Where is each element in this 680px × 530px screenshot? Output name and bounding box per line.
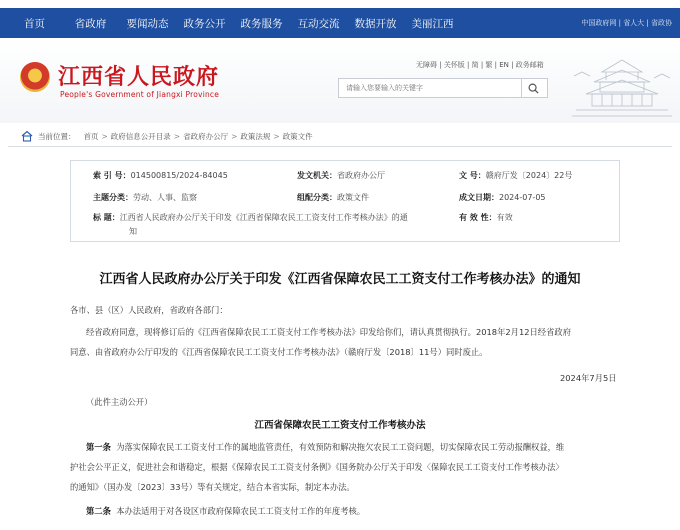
meta-doc-number: 文 号：赣府厅发〔2024〕22号 [459, 171, 573, 180]
breadcrumb-home[interactable]: 首页 [83, 131, 99, 141]
meta-index: 索 引 号：014500815/2024-84045 [93, 171, 228, 180]
salutation: 各市、县（区）人民政府，省政府各部门： [70, 305, 228, 315]
nav-item-interaction[interactable]: 互动交流 [297, 17, 340, 30]
search-box [338, 78, 548, 98]
link-gov-mail[interactable]: 政务邮箱 [515, 61, 544, 69]
link-china-gov[interactable]: 中国政府网 [581, 19, 617, 27]
link-accessibility[interactable]: 无障碍 [416, 61, 437, 69]
link-traditional[interactable]: 繁 [485, 61, 493, 69]
article-1-line-1: 第一条 为落实保障农民工工资支付工作的属地监管责任，有效预防和解决拖欠农民工工资问题，切实保障农民工劳动报酬权益，维 [86, 442, 565, 452]
top-nav-bar [0, 8, 680, 38]
breadcrumb-info-catalog[interactable]: 政府信息公开目录 [110, 131, 171, 141]
home-icon [20, 130, 34, 142]
tengwang-pavilion-illustration [572, 54, 672, 122]
breadcrumb-general-office[interactable]: 省政府办公厅 [183, 131, 229, 141]
divider [8, 146, 672, 147]
search-button[interactable] [521, 79, 545, 97]
meta-date: 成文日期：2024-07-05 [459, 193, 546, 202]
nav-item-gov-affairs-open[interactable]: 政务公开 [183, 17, 226, 30]
meta-category: 主题分类：劳动、人事、监察 [93, 193, 197, 202]
article-2-label: 第二条 [86, 506, 111, 516]
paragraph-1-line-1: 经省政府同意，现将修订后的《江西省保障农民工工资支付工作考核办法》印发给你们，请认真贯彻执行。2018年2月12日经省政府 [86, 327, 571, 337]
breadcrumb-policy-documents[interactable]: 政策文件 [282, 131, 313, 141]
article-1-line-2: 护社会公平正义，促进社会和谐稳定，根据《保障农民工工资支付条例》《国务院办公厅关于印发〈保障农民工工资支付工作考核办法〉 [70, 462, 564, 472]
search-input[interactable] [339, 80, 521, 96]
breadcrumb-separator: > [173, 131, 181, 141]
breadcrumb-separator: > [231, 131, 238, 141]
meta-issuer: 发文机关：省政府办公厅 [297, 171, 385, 180]
meta-title: 标 题：江西省人民政府办公厅关于印发《江西省保障农民工工资支付工作考核办法》的通 [93, 213, 408, 222]
site-subtitle: People's Government of Jiangxi Province [60, 90, 220, 99]
link-provincial-congress[interactable]: 省人大 [623, 19, 645, 27]
link-care-mode[interactable]: 关怀版 [443, 61, 465, 69]
paragraph-1-line-2: 同意、由省政府办公厅印发的《江西省保障农民工工资支付工作考核办法》（赣府厅发〔2018〕11号）同时废止。 [70, 347, 488, 357]
nav-item-beautiful-jiangxi[interactable]: 美丽江西 [411, 17, 454, 30]
public-note: （此件主动公开） [86, 397, 153, 407]
breadcrumb [8, 129, 672, 143]
article-2: 第二条 本办法适用于对各设区市政府保障农民工工资支付工作的年度考核。 [86, 506, 366, 516]
site-title[interactable]: 江西省人民政府 [58, 64, 220, 90]
nav-item-home[interactable]: 首页 [24, 17, 45, 30]
national-emblem-icon [20, 62, 50, 92]
article-1-line-3: 的通知》（国办发〔2023〕33号）等有关规定，结合本省实际，制定本办法。 [70, 482, 355, 492]
link-provincial-cppcc[interactable]: 省政协 [651, 19, 672, 27]
nav-item-news[interactable]: 要闻动态 [126, 17, 169, 30]
attachment-title: 江西省保障农民工工资支付工作考核办法 [254, 420, 426, 431]
meta-genre: 组配分类：政策文件 [297, 193, 369, 202]
nav-item-open-data[interactable]: 数据开放 [354, 17, 397, 30]
nav-item-gov-services[interactable]: 政务服务 [240, 17, 283, 30]
link-english[interactable]: EN [499, 61, 509, 69]
link-simplified[interactable]: 简 [471, 61, 479, 69]
issue-date: 2024年7月5日 [560, 373, 617, 383]
nav-item-provincial-gov[interactable]: 省政府 [74, 17, 107, 30]
site-header [0, 38, 680, 123]
search-icon [528, 83, 539, 94]
breadcrumb-separator: > [101, 131, 108, 141]
meta-title-continued: 知 [129, 227, 137, 236]
external-links: 中国政府网 | 省人大 | 省政协 [581, 19, 672, 27]
breadcrumb-policy-regulations[interactable]: 政策法规 [240, 131, 271, 141]
breadcrumb-label: 当前位置： [38, 131, 76, 141]
article-1-label: 第一条 [86, 442, 111, 452]
breadcrumb-separator: > [273, 131, 280, 141]
document-metadata-panel [70, 160, 620, 242]
utility-links: 无障碍 | 关怀版 | 简 | 繁 | EN | 政务邮箱 [416, 61, 544, 69]
document-title: 江西省人民政府办公厅关于印发《江西省保障农民工工资支付工作考核办法》的通知 [99, 272, 581, 287]
meta-validity: 有 效 性：有效 [459, 213, 513, 222]
